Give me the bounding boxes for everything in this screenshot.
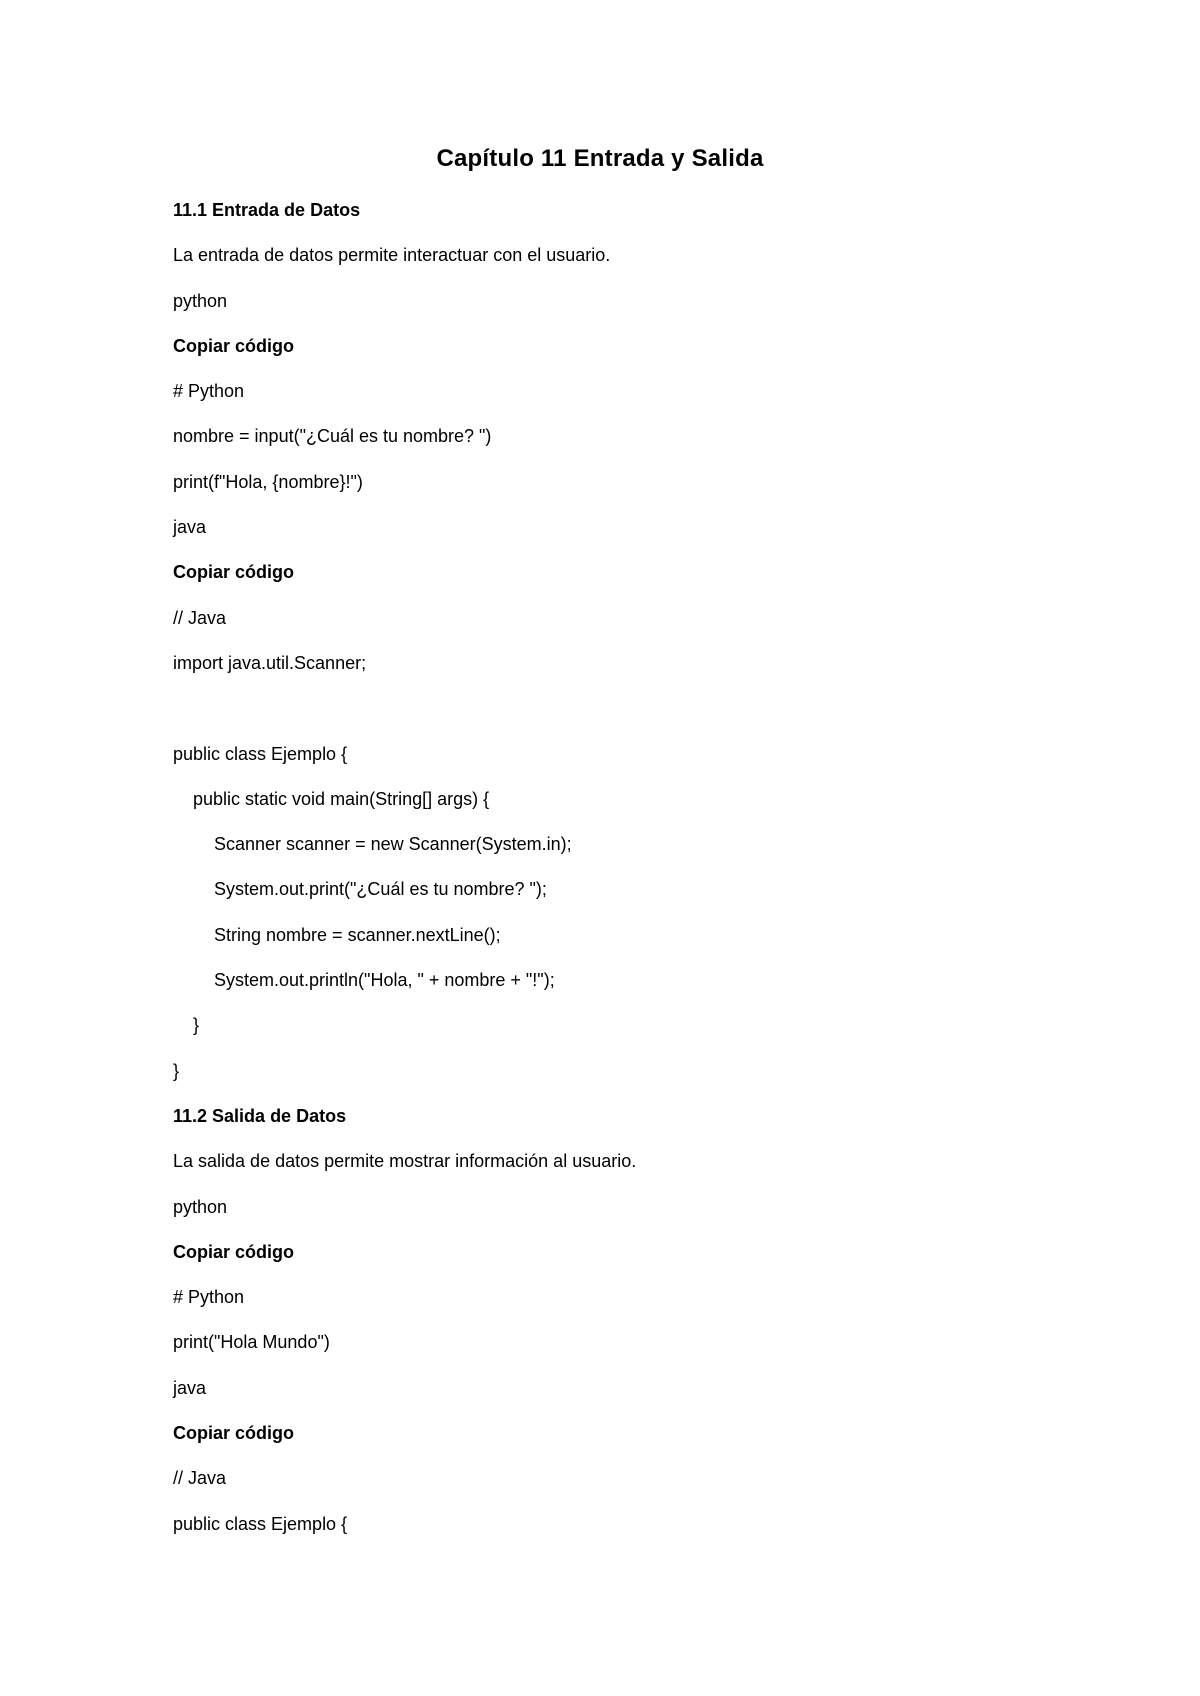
code-line: nombre = input("¿Cuál es tu nombre? ") (173, 426, 492, 447)
code-line: public class Ejemplo { (173, 1513, 348, 1534)
code-language-label: python (173, 290, 228, 311)
code-language-label: python (173, 1196, 228, 1217)
code-line: System.out.print("¿Cuál es tu nombre? "); (214, 879, 547, 900)
code-line: public static void main(String[] args) { (193, 788, 490, 809)
section-heading: 11.2 Salida de Datos (173, 1105, 347, 1126)
code-language-label: java (173, 517, 207, 538)
copy-code-button[interactable]: Copiar código (173, 335, 294, 356)
code-line: # Python (173, 381, 245, 402)
code-line: import java.util.Scanner; (173, 652, 367, 673)
document-body (173, 198, 1133, 1557)
code-line: System.out.println("Hola, " + nombre + "!"); (214, 970, 555, 991)
code-line: print(f"Hola, {nombre}!") (173, 471, 363, 492)
blank-line (173, 696, 1133, 741)
page-title: Capítulo 11 Entrada y Salida (436, 145, 764, 172)
code-line: Scanner scanner = new Scanner(System.in); (214, 834, 572, 855)
code-line: // Java (173, 607, 227, 628)
copy-code-button[interactable]: Copiar código (173, 562, 294, 583)
code-line: # Python (173, 1287, 245, 1308)
code-line: // Java (173, 1468, 227, 1489)
code-line: } (193, 1015, 200, 1036)
code-line: } (173, 1060, 180, 1081)
code-line: String nombre = scanner.nextLine(); (214, 924, 501, 945)
copy-code-button[interactable]: Copiar código (173, 1241, 294, 1262)
copy-code-button[interactable]: Copiar código (173, 1423, 294, 1444)
section-intro: La salida de datos permite mostrar información al usuario. (173, 1151, 637, 1172)
code-line: print("Hola Mundo") (173, 1332, 330, 1353)
section-heading: 11.1 Entrada de Datos (173, 200, 361, 220)
section-intro: La entrada de datos permite interactuar con el usuario. (173, 245, 611, 266)
code-line: public class Ejemplo { (173, 743, 348, 764)
code-language-label: java (173, 1377, 207, 1398)
